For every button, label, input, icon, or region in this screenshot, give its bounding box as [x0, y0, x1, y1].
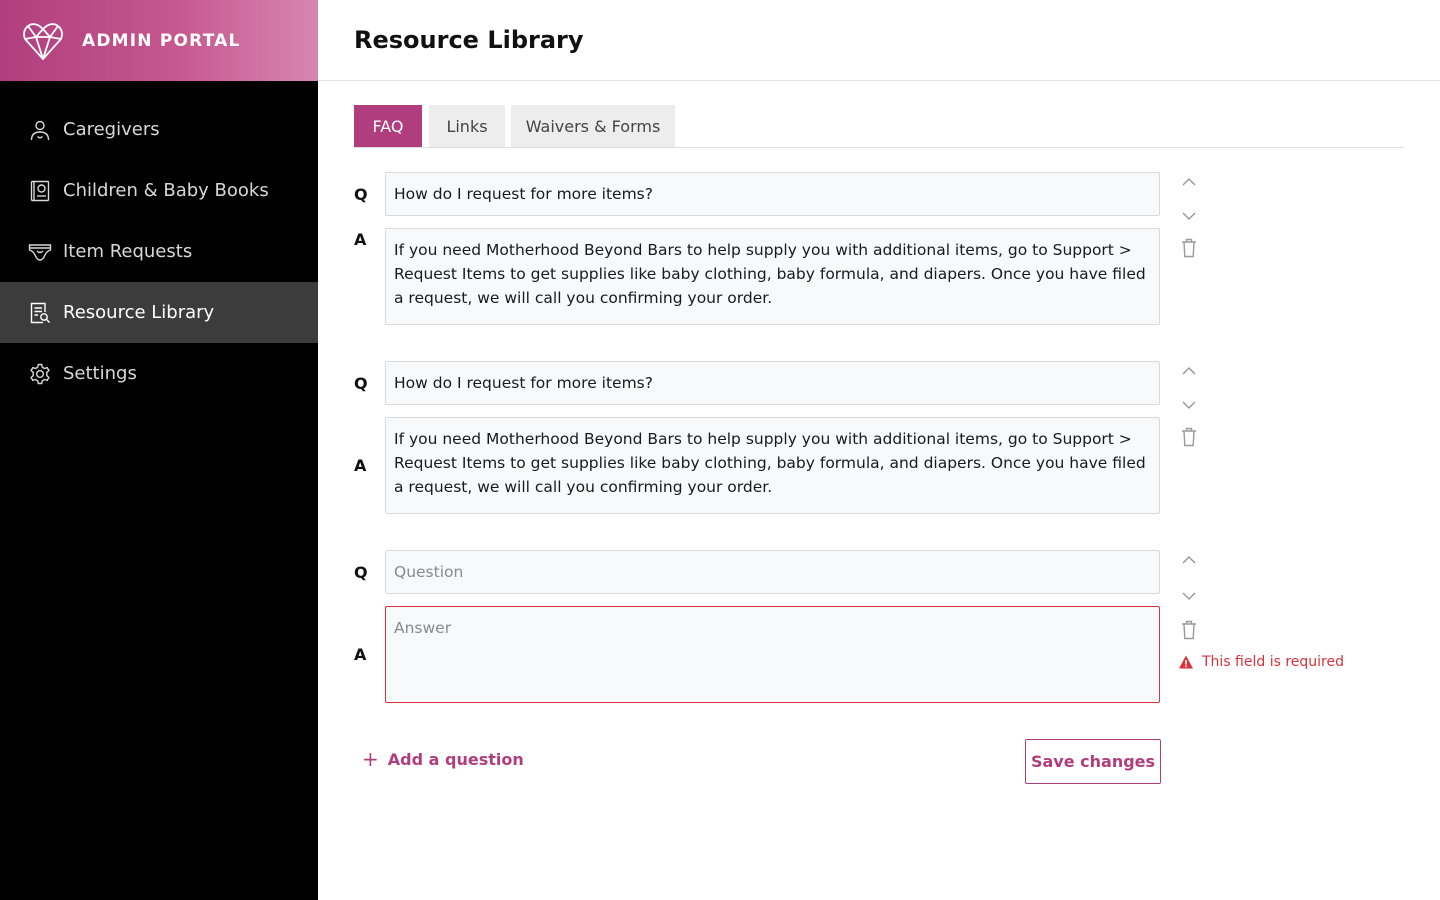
chevron-up-icon[interactable]	[1178, 360, 1200, 382]
trash-icon[interactable]	[1178, 237, 1200, 259]
save-changes-button[interactable]: Save changes	[1025, 739, 1161, 784]
tab-bar	[354, 105, 1404, 148]
question-input[interactable]: How do I request for more items?	[385, 361, 1160, 405]
sidebar-item-label: Resource Library	[63, 302, 215, 323]
chevron-up-icon[interactable]	[1178, 549, 1200, 571]
question-label: Q	[354, 563, 368, 582]
page-title: Resource Library	[354, 26, 584, 54]
chevron-up-icon[interactable]	[1178, 171, 1200, 193]
sidebar-item-settings[interactable]	[0, 343, 318, 404]
add-question-button[interactable]	[362, 749, 524, 769]
sidebar	[0, 0, 318, 900]
sidebar-item-label: Caregivers	[63, 119, 160, 140]
sidebar-nav	[0, 99, 318, 404]
answer-textarea[interactable]: If you need Motherhood Beyond Bars to help supply you with additional items, go to Support > Request Items to get supplies like baby clothing, baby formula, and diapers. Once you have filed a request, we will call you confirming your order.	[385, 417, 1160, 514]
page-header	[318, 0, 1440, 81]
tab-waivers-forms[interactable]: Waivers & Forms	[511, 105, 675, 147]
brand-title: ADMIN PORTAL	[82, 30, 241, 51]
book-icon	[28, 179, 52, 203]
sidebar-item-caregivers[interactable]	[0, 99, 318, 160]
chevron-down-icon[interactable]	[1178, 585, 1200, 607]
person-icon	[28, 118, 52, 142]
answer-label: A	[354, 645, 367, 664]
question-input[interactable]: How do I request for more items?	[385, 172, 1160, 216]
question-input[interactable]: Question	[385, 550, 1160, 594]
sidebar-item-item-requests[interactable]	[0, 221, 318, 282]
question-label: Q	[354, 185, 368, 204]
answer-textarea[interactable]: If you need Motherhood Beyond Bars to help supply you with additional items, go to Support > Request Items to get supplies like baby clothing, baby formula, and diapers. Once you have filed a request, we will call you confirming your order.	[385, 228, 1160, 325]
trash-icon[interactable]	[1178, 619, 1200, 641]
gear-icon	[28, 362, 52, 386]
plus-icon: +	[362, 747, 379, 771]
sidebar-item-resource-library[interactable]	[0, 282, 318, 343]
sidebar-item-label: Settings	[63, 363, 137, 384]
sidebar-item-label: Item Requests	[63, 241, 193, 262]
sidebar-item-label: Children & Baby Books	[63, 180, 269, 201]
heart-logo-icon	[22, 20, 64, 62]
answer-label: A	[354, 456, 367, 475]
chevron-down-icon[interactable]	[1178, 394, 1200, 416]
diaper-icon	[28, 240, 52, 264]
trash-icon[interactable]	[1178, 426, 1200, 448]
question-label: Q	[354, 374, 368, 393]
warning-icon	[1178, 654, 1194, 670]
chevron-down-icon[interactable]	[1178, 205, 1200, 227]
add-question-label: Add a question	[387, 749, 524, 769]
tab-links[interactable]: Links	[429, 105, 505, 147]
tab-faq[interactable]: FAQ	[354, 105, 422, 147]
error-text: This field is required	[1202, 654, 1345, 670]
document-search-icon	[28, 301, 52, 325]
error-message	[1178, 654, 1344, 670]
sidebar-item-children-baby-books[interactable]	[0, 160, 318, 221]
answer-label: A	[354, 230, 367, 249]
answer-textarea[interactable]: Answer	[385, 606, 1160, 703]
brand-header	[0, 0, 318, 81]
